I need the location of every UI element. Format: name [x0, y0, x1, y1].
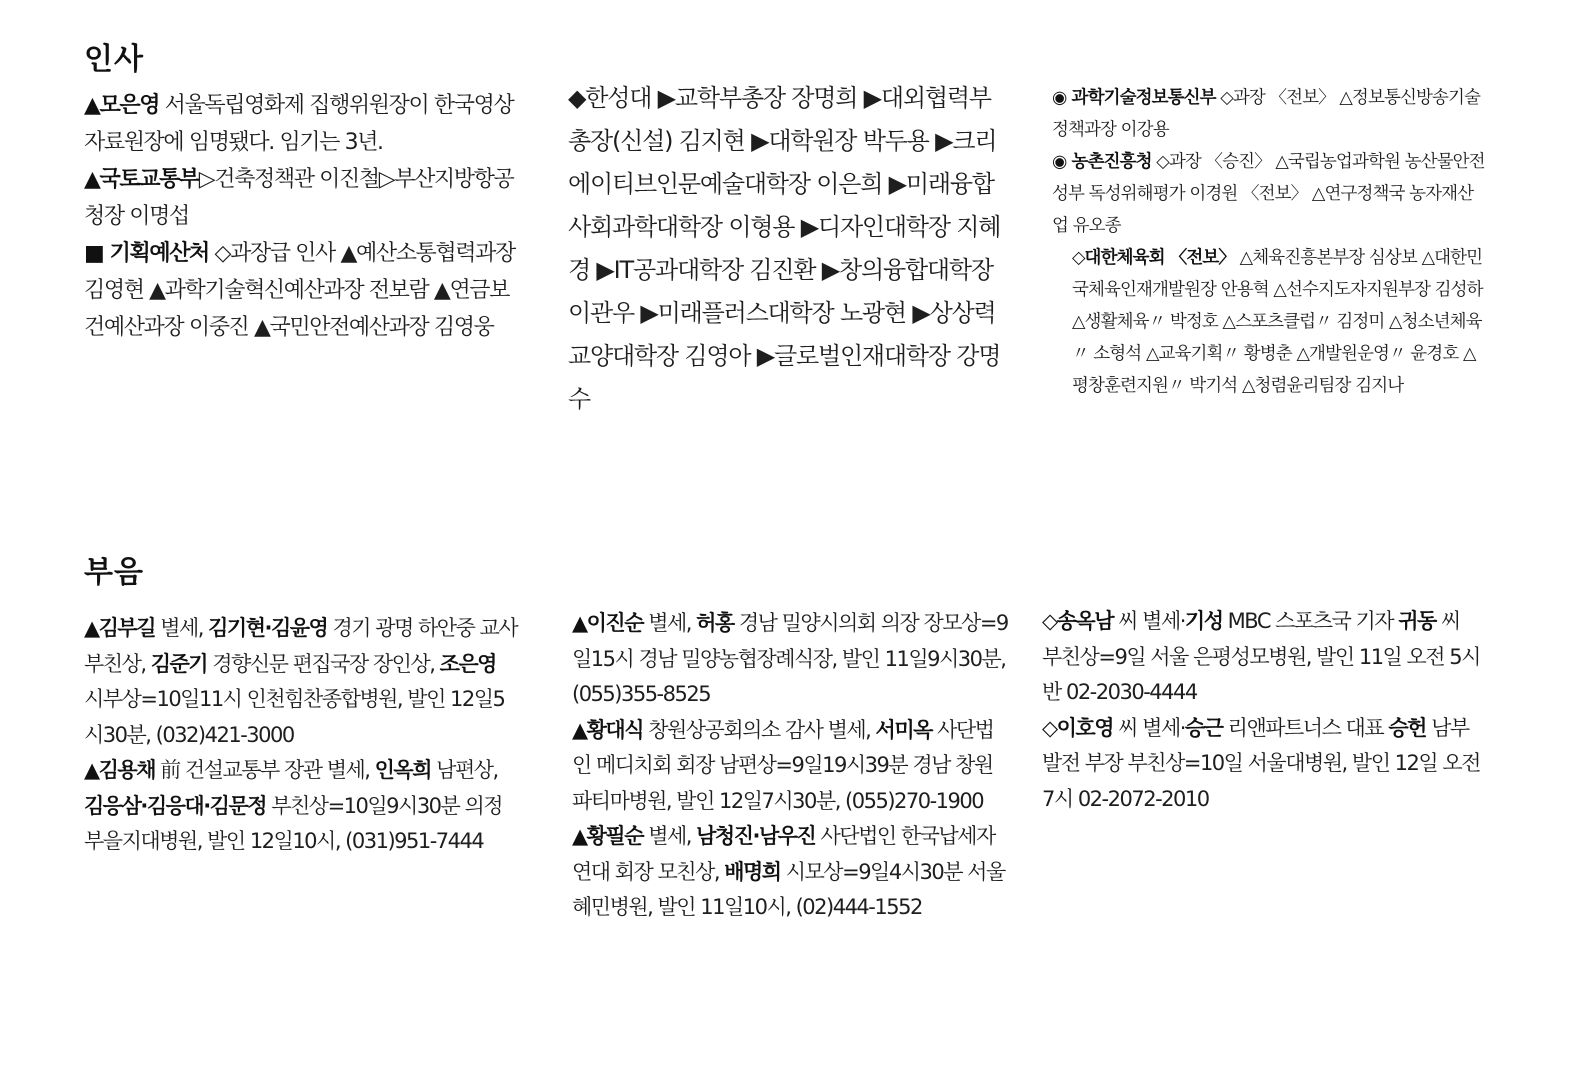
- body-text: 별세,: [643, 611, 697, 635]
- name-text: 김기현·김윤영: [208, 616, 328, 640]
- lead-text: ◉ 과학기술정보통신부: [1052, 88, 1216, 108]
- body-text: 사단법인 한국납세자연대 회장 모친상,: [572, 824, 995, 884]
- paragraph: [84, 611, 518, 753]
- paragraph: [1052, 82, 1488, 146]
- name-text: 조은영: [439, 651, 496, 676]
- paragraph: [1052, 146, 1488, 242]
- lead-text: ◉ 농촌진흥청: [1052, 152, 1152, 172]
- paragraph: [84, 235, 516, 346]
- name-text: 남청진·남우진: [696, 824, 816, 848]
- name-text: 귀동: [1398, 609, 1436, 633]
- name-text: ▲김부길: [84, 616, 156, 640]
- body-text: ▷건축정책관 이진철▷부산지방항공청장 이명섭: [84, 167, 514, 229]
- body-text: ◇과장 〈전보〉 △정보통신방송기술정책과장 이강용: [1052, 88, 1480, 140]
- body-text: 남부발전 부장 부친상=10일 서울대병원, 발인 12일 오전 7시 02-2072-2010: [1042, 715, 1480, 811]
- name-text: 승근: [1184, 715, 1223, 740]
- name-text: ▲김용채: [84, 758, 156, 782]
- body-text: △체육진흥본부장 심상보 △대한민국체육인재개발원장 안용혁 △선수지도자지원부장 김성하 △생활체육〃 박정호 △스포츠클럽〃 김정미 △청소년체육〃 소형석 △교육기획〃 황병춘 △개발원운영〃 윤경호 △평창훈련지원〃 박기석 △청렴윤리팀장 김지나: [1072, 248, 1483, 396]
- paragraph: [84, 87, 516, 161]
- paragraph: [1042, 711, 1480, 818]
- body-text: 서울독립영화제 집행위원장이 한국영상자료원장에 임명됐다. 임기는 3년.: [84, 93, 514, 155]
- body-text: 씨 별세·: [1113, 609, 1185, 633]
- paragraph: [572, 713, 1008, 820]
- lead-text: ◇대한체육회 〈전보〉: [1072, 248, 1235, 268]
- name-text: ▲황필순: [572, 824, 644, 848]
- name-text: 김준기: [150, 651, 208, 676]
- section-title-bueum: 부음: [84, 555, 144, 590]
- body-text: 사단법인 메디치회 회장 남편상=9일19시39분 경남 창원파티마병원, 발인 12일7시30분, (055)270-1900: [572, 717, 994, 813]
- insa-hansung-paragraph: ◆한성대 ▶교학부총장 장명희 ▶대외협력부총장(신설) 김지현 ▶대학원장 박두용 ▶크리에이티브인문예술대학장 이은희 ▶미래융합사회과학대학장 이형용 ▶디자인대학장 지혜경 ▶IT공과대학장 김진환 ▶창의융합대학장 이관우 ▶미래플러스대학장 노광현 ▶상상력교양대학장 김영아 ▶글로벌인재대학장 강명수: [568, 84, 1001, 413]
- name-text: 기성: [1184, 609, 1223, 633]
- body-text: 남편상,: [431, 758, 498, 782]
- body-text: 씨 별세·: [1113, 715, 1185, 740]
- name-text: ▲이진순: [572, 611, 644, 635]
- name-text: ◇송옥남: [1042, 609, 1114, 633]
- body-text: ◇과장급 인사 ▲예산소통협력과장 김영현 ▲과학기술혁신예산과장 전보람 ▲연금보건예산과장 이중진 ▲국민안전예산과장 김영웅: [84, 241, 515, 340]
- name-text: 승헌: [1388, 715, 1426, 740]
- body-text: 경남 밀양시의회 의장 장모상=9일15시 경남 밀양농협장례식장, 발인 11일9시30분, (055)355-8525: [572, 611, 1008, 706]
- paragraph: [572, 819, 1008, 926]
- body-text: 씨 부친상=9일 서울 은평성모병원, 발인 11일 오전 5시 반 02-2030-4444: [1042, 609, 1480, 704]
- name-text: 인옥희: [374, 758, 431, 782]
- body-text: 리앤파트너스 대표: [1222, 715, 1389, 740]
- name-text: 서미옥: [875, 717, 932, 742]
- body-text: 별세,: [643, 824, 697, 848]
- body-text: 경기 광명 하안중 교사 부친상,: [84, 616, 518, 676]
- body-text: 별세,: [155, 616, 209, 640]
- body-text: ◇과장 〈승진〉 △국립농업과학원 농산물안전성부 독성위해평가 이경원 〈전보〉 △연구정책국 농자재산업 유오종: [1052, 152, 1485, 236]
- paragraph: [84, 753, 518, 860]
- bueum-column-2: [572, 606, 1008, 926]
- name-text: 김응삼·김응대·김문정: [84, 793, 267, 818]
- insa-column-1: [84, 87, 516, 346]
- body-text: 부친상=10일9시30분 의정부을지대병원, 발인 12일10시, (031)951-7444: [84, 793, 503, 853]
- lead-text: ▲국토교통부: [84, 167, 199, 192]
- paragraph: [572, 606, 1008, 713]
- paragraph: [1052, 242, 1488, 402]
- name-text: 배명희: [724, 859, 781, 884]
- section-title-insa: 인사: [84, 42, 144, 77]
- body-text: 시부상=10일11시 인천힘찬종합병원, 발인 12일5시30분, (032)421-3000: [84, 687, 505, 747]
- body-text: 창원상공회의소 감사 별세,: [643, 717, 876, 742]
- name-text: ◇이호영: [1042, 715, 1114, 740]
- paragraph: [84, 161, 516, 235]
- bueum-column-1: [84, 611, 518, 860]
- paragraph: [1042, 604, 1480, 711]
- lead-text: ▲모은영: [84, 93, 160, 118]
- lead-text: ■ 기획예산처: [84, 241, 209, 266]
- body-text: 前 건설교통부 장관 별세,: [155, 758, 375, 782]
- bueum-column-3: [1042, 604, 1480, 817]
- insa-column-2: [568, 77, 1001, 421]
- insa-column-3: [1052, 82, 1488, 402]
- body-text: 시모상=9일4시30분 서울 혜민병원, 발인 11일10시, (02)444-1552: [572, 859, 1005, 919]
- name-text: 허홍: [696, 611, 734, 635]
- body-text: 경향신문 편집국장 장인상,: [207, 651, 440, 676]
- name-text: ▲황대식: [572, 717, 644, 742]
- body-text: MBC 스포츠국 기자: [1222, 609, 1399, 633]
